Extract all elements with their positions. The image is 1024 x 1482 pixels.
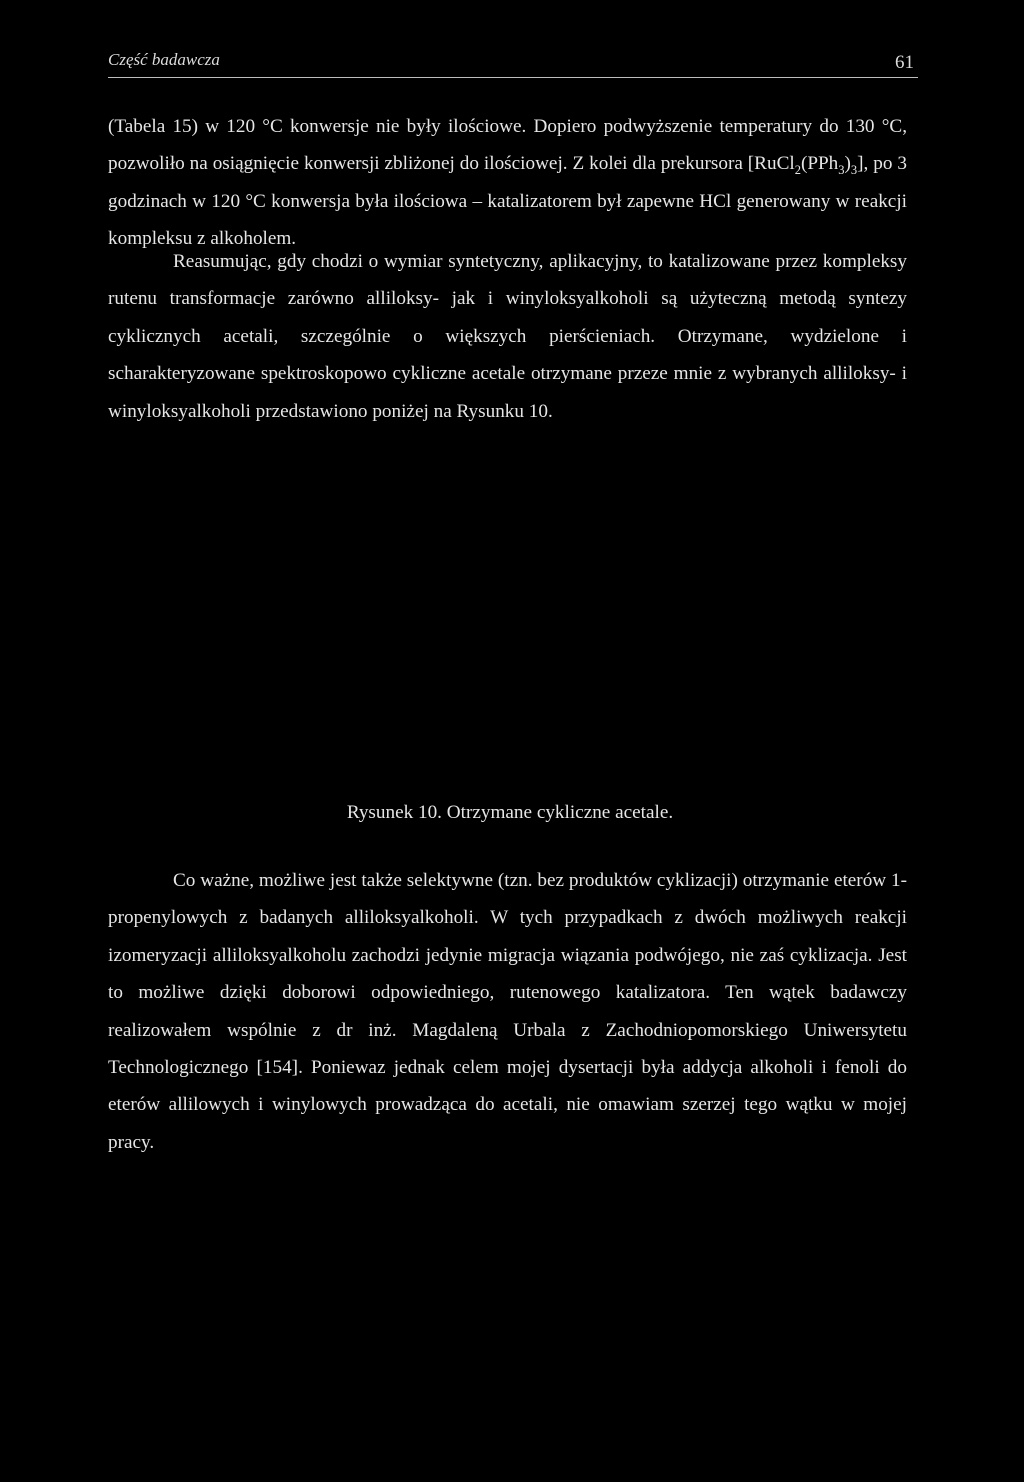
paragraph-1-text-b: (PPh: [800, 153, 839, 175]
paragraph-3: Co ważne, możliwe jest także selektywne (tzn. bez produktów cyklizacji) otrzymanie eterów 1-propenylowych z badanych alliloksyalkoholi. W tych przypadkach z dwóch możliwych reakcji izomeryzacji alliloksyalkoholu zachodzi jedynie migracja wiązania podwójego, nie zaś cyklizacja. Jest to możliwe dzięki doborowi odpowiedniego, rutenowego katalizatora. Ten wątek badawczy realizowałem wspólnie z dr inż. Magdaleną Urbala z Zachodniopomorskiego Uniwersytetu Technologicznego [154]. Poniewaz jednak celem mojej dysertacji była addycja alkoholi i fenoli do eterów allilowych i winylowych prowadząca do acetali, nie omawiam szerzej tego wątku w mojej pracy.: [108, 870, 907, 1153]
subscript-1: 2: [794, 163, 801, 178]
paragraph-1-text-c: ): [844, 153, 851, 175]
subscript-3: 3: [850, 163, 858, 178]
subscript-2: 3: [838, 163, 845, 178]
figure-caption: [0, 794, 1024, 831]
page-header: [108, 46, 916, 76]
paragraph-2: Reasumując, gdy chodzi o wymiar syntetyczny, aplikacyjny, to katalizowane przez kompleksy rutenu transformacje zarówno alliloksy- jak i winyloksyalkoholi są użyteczną metodą syntezy cyklicznych acetali, szczególnie o większych pierścieniach. Otrzymane, wydzielone i scharakteryzowane spektroskopowo cykliczne acetale otrzymane przeze mnie z wybranych alliloksy- i winyloksyalkoholi przedstawiono poniżej na Rysunku 10.: [108, 251, 907, 422]
header-divider: [108, 77, 918, 78]
figure-image-area: [108, 445, 907, 775]
paragraph-1: [108, 108, 907, 258]
section-title: Część badawcza: [108, 50, 220, 69]
paragraph-1-text-a: (Tabela 15) w 120 °C konwersje nie były ilościowe. Dopiero podwyższenie temperatury do 130 °C, pozwoliło na osiągnięcie konwersji zbliżonej do ilościowej. Z kolei dla prekursora [RuCl: [108, 116, 907, 175]
paragraph-1-text-d: ], po 3 godzinach w 120 °C konwersja była ilościowa – katalizatorem był zapewne HCl generowany w reakcji kompleksu z alkoholem.: [108, 153, 907, 250]
figure-caption-text: Rysunek 10. Otrzymane cykliczne acetale.: [346, 802, 674, 823]
page-number: 61: [895, 52, 914, 73]
